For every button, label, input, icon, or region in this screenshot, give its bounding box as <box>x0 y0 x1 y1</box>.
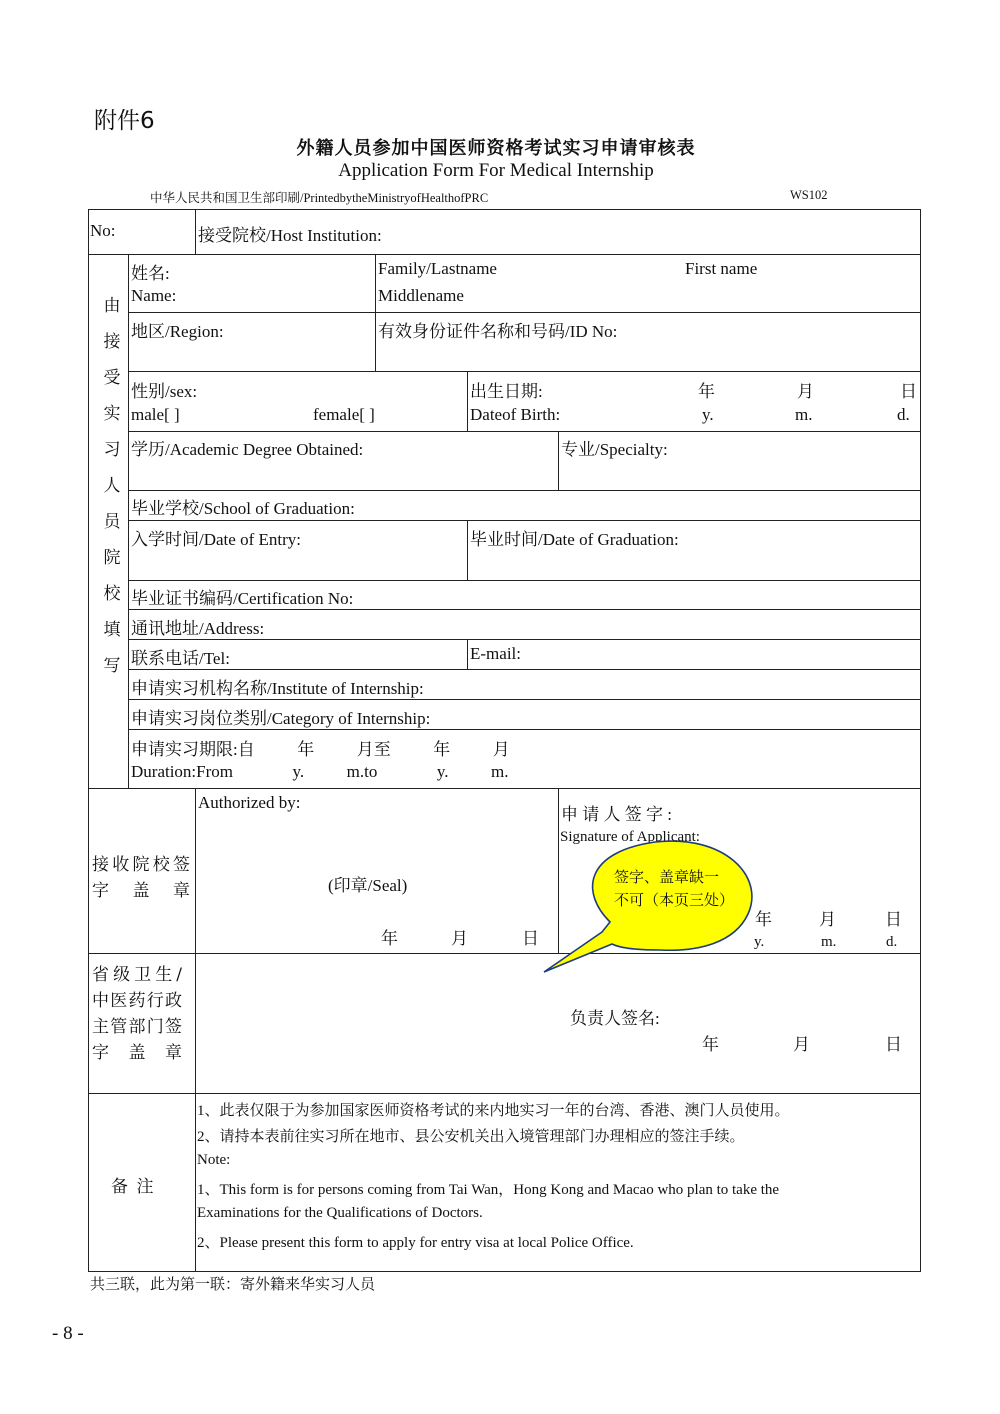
host-year-cn: 年 <box>381 929 398 948</box>
applicant-month-en: m. <box>821 934 837 950</box>
remarks-label: 备 注 <box>111 1177 154 1196</box>
host-month-cn: 月 <box>451 929 468 948</box>
dob-year-cn: 年 <box>698 382 715 401</box>
applicant-day-en: d. <box>886 934 898 950</box>
tel-field[interactable]: 联系电话/Tel: <box>131 649 230 668</box>
institute-field[interactable]: 申请实习机构名称/Institute of Internship: <box>131 679 424 698</box>
name-cn-label: 姓名: <box>131 264 170 283</box>
address-field[interactable]: 通讯地址/Address: <box>131 619 265 638</box>
no-label: No: <box>90 221 116 240</box>
provincial-signature-label: 省级卫生/中医药行政主管部门签字盖章 <box>92 965 182 1063</box>
dob-cn-label: 出生日期: <box>470 382 543 401</box>
duration-en-field[interactable]: Duration:From y. m.to y. m. <box>131 762 509 781</box>
attachment-label: 附件6 <box>94 108 155 134</box>
first-name-field[interactable]: First name <box>685 259 758 278</box>
applicant-day-cn: 日 <box>885 910 902 929</box>
specialty-field[interactable]: 专业/Specialty: <box>561 440 668 459</box>
printed-by: 中华人民共和国卫生部印刷/PrintedbytheMinistryofHealthofPRC <box>150 191 489 205</box>
seal-placeholder[interactable]: (印章/Seal) <box>328 876 408 895</box>
entry-date-field[interactable]: 入学时间/Date of Entry: <box>131 530 301 549</box>
applicant-year-cn: 年 <box>755 910 772 929</box>
dob-day-en: d. <box>897 405 910 424</box>
form-code: WS102 <box>790 188 828 202</box>
applicant-month-cn: 月 <box>819 910 836 929</box>
male-checkbox[interactable]: male[ ] <box>131 405 180 424</box>
form-title-cn: 外籍人员参加中国医师资格考试实习申请审核表 <box>296 138 696 159</box>
graduation-date-field[interactable]: 毕业时间/Date of Graduation: <box>470 530 679 549</box>
remark-line-3: Note: <box>197 1152 231 1168</box>
callout-bubble-text: 签字、盖章缺一不可（本页三处） <box>614 868 735 909</box>
side-label-vertical: 由 接 受 实 习 人 员 院 校 填 写 <box>103 296 121 676</box>
remark-line-4: 1、This form is for persons coming from Tai Wan，Hong Kong and Macao who plan to take the <box>197 1182 780 1198</box>
female-checkbox[interactable]: female[ ] <box>313 405 375 424</box>
responsible-signature-field[interactable]: 负责人签名: <box>570 1009 660 1028</box>
provincial-month-cn: 月 <box>793 1035 810 1054</box>
degree-field[interactable]: 学历/Academic Degree Obtained: <box>131 440 364 459</box>
duration-cn-field[interactable]: 申请实习期限:自 年 月至 年 月 <box>131 740 510 759</box>
remark-line-1: 1、此表仅限于为参加国家医师资格考试的来内地实习一年的台湾、香港、澳门人员使用。 <box>197 1103 790 1119</box>
dob-field[interactable]: Dateof Birth: <box>470 405 561 424</box>
form-title-en: Application Form For Medical Internship <box>338 160 654 181</box>
remark-line-5: Examinations for the Qualifications of Doctors. <box>197 1205 483 1221</box>
middlename-field[interactable]: Middlename <box>378 286 464 305</box>
authorized-by-label: Authorized by: <box>198 793 301 812</box>
name-field[interactable]: Name: <box>131 286 177 305</box>
host-institution-field[interactable]: 接受院校/Host Institution: <box>198 226 382 245</box>
sex-label: 性别/sex: <box>131 382 198 401</box>
page-number: - 8 - <box>52 1323 84 1344</box>
id-no-field[interactable]: 有效身份证件名称和号码/ID No: <box>378 322 618 341</box>
school-field[interactable]: 毕业学校/School of Graduation: <box>131 499 355 518</box>
family-lastname-field[interactable]: Family/Lastname <box>378 259 497 278</box>
dob-month-en: m. <box>795 405 813 424</box>
email-field[interactable]: E-mail: <box>470 644 521 663</box>
region-field[interactable]: 地区/Region: <box>131 322 224 341</box>
dob-month-cn: 月 <box>797 382 814 401</box>
category-field[interactable]: 申请实习岗位类别/Category of Internship: <box>131 709 431 728</box>
applicant-signature-cn: 申 请 人 签 字 : <box>561 805 672 824</box>
provincial-day-cn: 日 <box>885 1035 902 1054</box>
provincial-year-cn: 年 <box>702 1035 719 1054</box>
host-signature-label: 接收院校签字盖章 <box>92 855 190 901</box>
copies-note: 共三联，此为第一联：寄外籍来华实习人员 <box>90 1275 376 1293</box>
remark-line-2: 2、请持本表前往实习所在地市、县公安机关出入境管理部门办理相应的签注手续。 <box>197 1129 745 1145</box>
remark-line-6: 2、Please present this form to apply for entry visa at local Police Office. <box>197 1235 634 1251</box>
certification-field[interactable]: 毕业证书编码/Certification No: <box>131 589 354 608</box>
dob-year-en: y. <box>702 405 714 424</box>
applicant-signature-field[interactable]: Signature of Applicant: <box>560 829 700 845</box>
applicant-year-en: y. <box>754 934 765 950</box>
host-day-cn: 日 <box>522 929 539 948</box>
dob-day-cn: 日 <box>900 382 917 401</box>
